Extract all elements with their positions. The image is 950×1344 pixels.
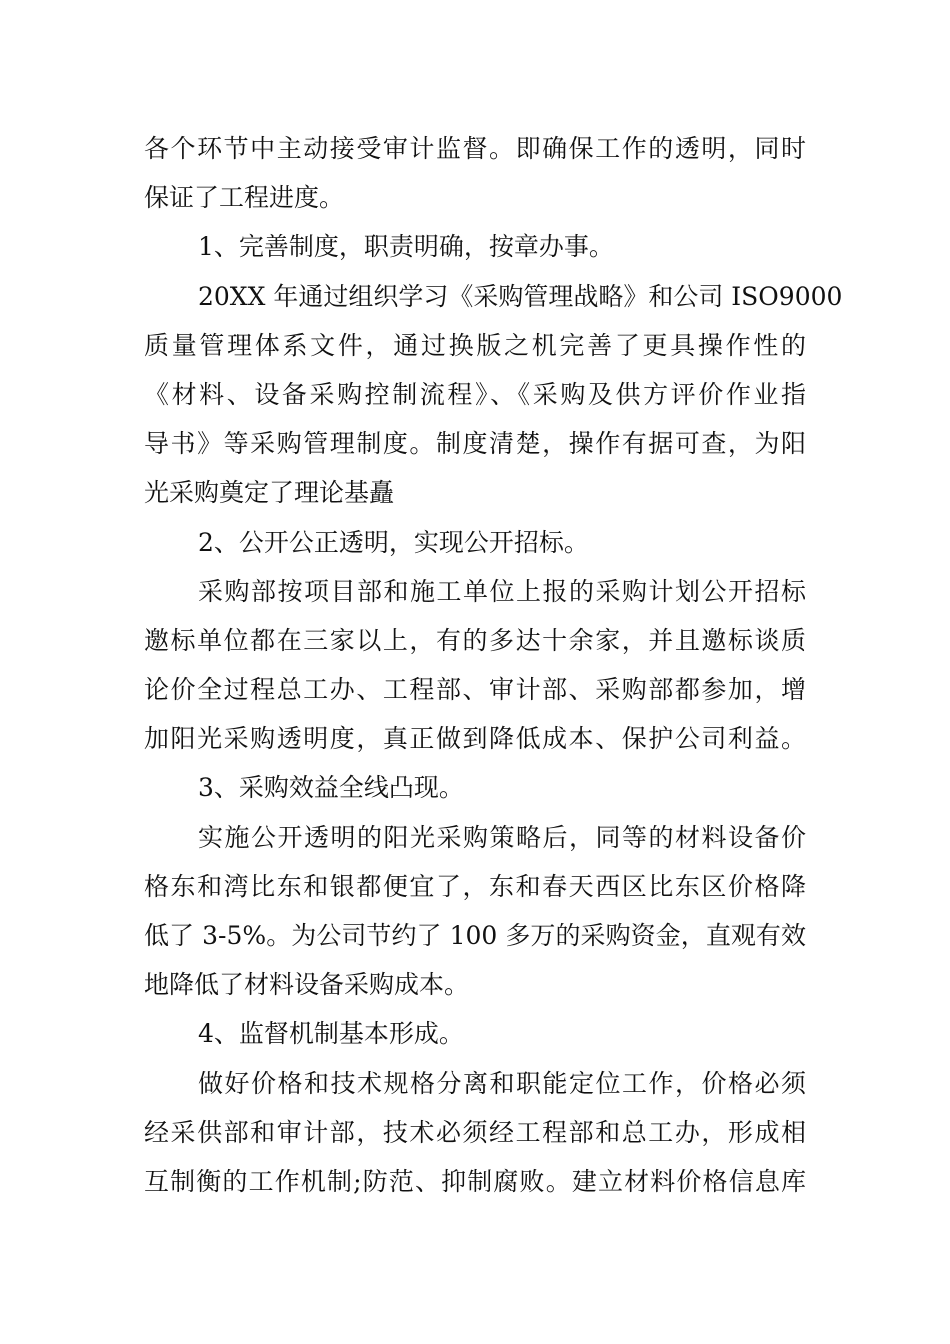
text-line: 实施公开透明的阳光采购策略后，同等的材料设备价: [198, 822, 806, 852]
text-line: 导书》等采购管理制度。制度清楚，操作有据可查，为阳: [144, 429, 806, 459]
document-body: [144, 124, 843, 1206]
text-line: 保证了工程进度。: [144, 183, 345, 213]
text-line: 低了 3-5%。为公司节约了 100 多万的采购资金，直观有效: [144, 921, 806, 950]
text-line: 邀标单位都在三家以上，有的多达十余家，并且邀标谈质: [144, 625, 806, 655]
text-line: 各个环节中主动接受审计监督。即确保工作的透明，同时: [144, 134, 806, 163]
text-line: 经采供部和审计部，技术必须经工程部和总工办，形成相: [144, 1117, 806, 1147]
text-line: 格东和湾比东和银都便宜了，东和春天西区比东区价格降: [144, 871, 806, 901]
text-line: 地降低了材料设备采购成本。: [144, 970, 470, 1000]
section-heading: 1、完善制度，职责明确，按章办事。: [198, 232, 614, 262]
section-heading: 2、公开公正透明，实现公开招标。: [198, 527, 589, 557]
text-line: 做好价格和技术规格分离和职能定位工作，价格必须: [198, 1068, 806, 1098]
text-line: 《材料、设备采购控制流程》、《采购及供方评价作业指: [144, 379, 806, 409]
section-heading: 4、监督机制基本形成。: [198, 1019, 464, 1049]
text-line: 质量管理体系文件，通过换版之机完善了更具操作性的: [144, 330, 806, 360]
text-line: 论价全过程总工办、工程部、审计部、采购部都参加，增: [144, 675, 806, 705]
text-line: 采购部按项目部和施工单位上报的采购计划公开招标: [198, 576, 806, 606]
section-heading: 3、采购效益全线凸现。: [198, 773, 464, 803]
text-line: 加阳光采购透明度，真正做到降低成本、保护公司利益。: [144, 724, 806, 754]
text-line: 互制衡的工作机制;防范、抑制腐败。建立材料价格信息库: [144, 1166, 806, 1196]
text-line: 光采购奠定了理论基矗: [144, 478, 395, 508]
text-line: 20XX 年通过组织学习《采购管理战略》和公司 ISO9000: [198, 281, 843, 311]
